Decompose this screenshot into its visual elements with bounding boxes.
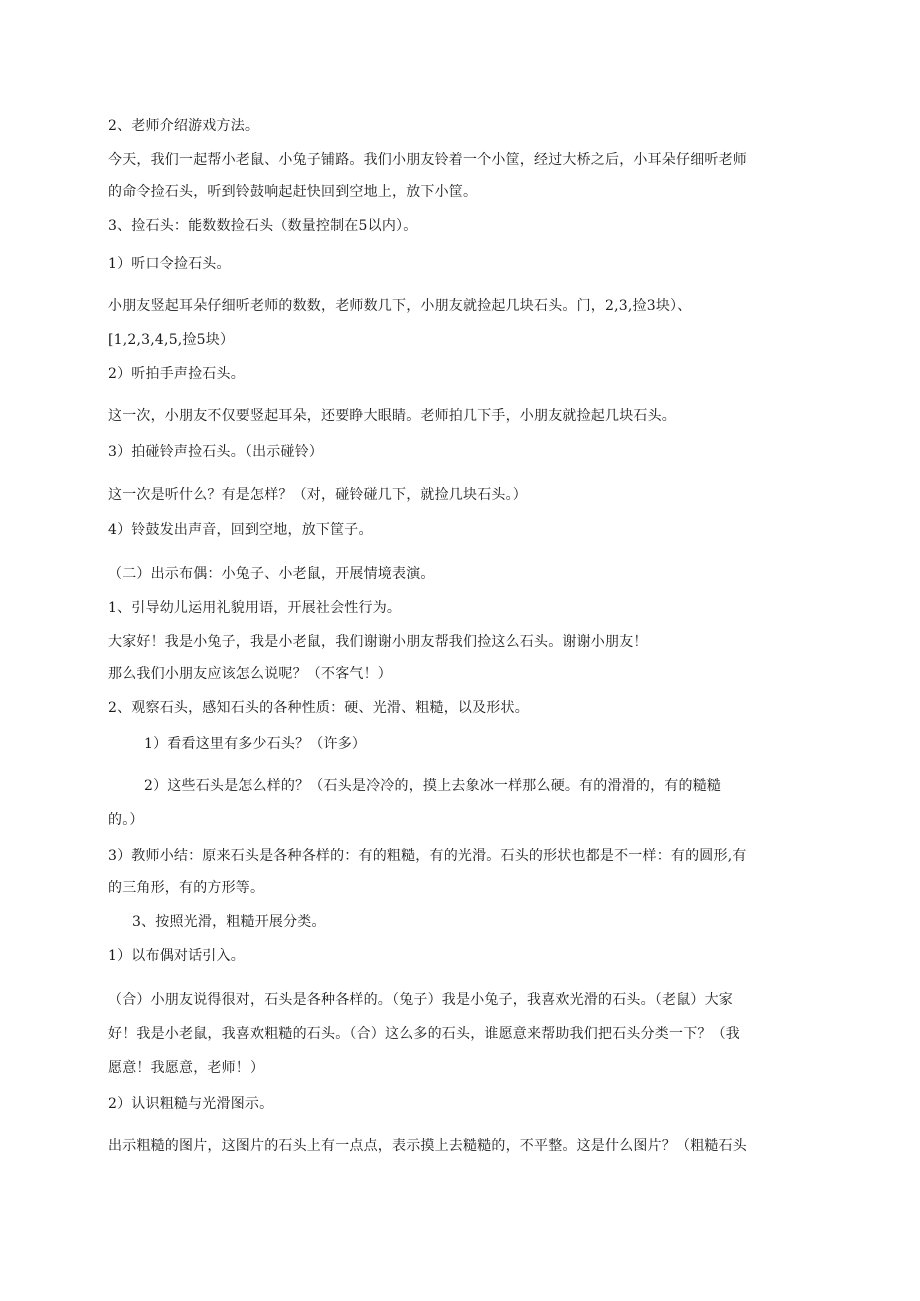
text-line: 3）教师小结：原来石头是各种各样的：有的粗糙，有的光滑。石头的形状也都是不一样：有的圆形,有 [108,848,747,864]
text-line: 小朋友竖起耳朵仔细听老师的数数，老师数几下，小朋友就捡起几块石头。门，2,3,捡3块）、 [108,298,692,314]
text-line: （二）出示布偶：小兔子、小老鼠，开展情境表演。 [108,566,435,582]
text-line: 的。） [108,812,144,828]
text-line: 2）听拍手声捡石头。 [108,366,245,382]
text-line: 这一次，小朋友不仅要竖起耳朵，还要睁大眼睛。老师拍几下手，小朋友就捡起几块石头。 [108,408,676,424]
text-line: （合）小朋友说得很对，石头是各种各样的。（兔子）我是小兔子，我喜欢光滑的石头。（老鼠）大家 [108,992,733,1008]
text-line: 好！我是小老鼠，我喜欢粗糙的石头。（合）这么多的石头，谁愿意来帮助我们把石头分类一下？（我 [108,1026,740,1042]
text-line: 出示粗糙的图片，这图片的石头上有一点点，表示摸上去糙糙的，不平整。这是什么图片？（粗糙石头 [108,1138,747,1154]
text-line: 3、捡石头：能数数捡石头（数量控制在5以内）。 [108,218,418,234]
text-line: 2）这些石头是怎么样的？（石头是冷冷的，摸上去象冰一样那么硬。有的滑滑的，有的糙糙 [144,778,722,794]
text-line: 2、观察石头，感知石头的各种性质：硬、光滑、粗糙，以及形状。 [108,700,529,716]
text-line: 3）拍碰铃声捡石头。（出示碰铃） [108,444,324,460]
text-line: 4）铃鼓发出声音，回到空地，放下筐子。 [108,522,373,538]
text-line: 2、老师介绍游戏方法。 [108,118,260,134]
text-line: 大家好！我是小兔子，我是小老鼠，我们谢谢小朋友帮我们捡这么石头。谢谢小朋友！ [108,634,648,650]
text-line: 1、引导幼儿运用礼貌用语，开展社会性行为。 [108,600,402,616]
text-line: 1）看看这里有多少石头？（许多） [144,736,367,752]
text-line: 的命令捡石头，听到铃鼓响起赶快回到空地上，放下小筐。 [108,184,478,200]
text-line: 那么我们小朋友应该怎么说呢？（不客气！） [108,666,392,682]
text-line: [1,2,3,4,5,捡5块） [108,332,235,348]
text-line: 1）以布偶对话引入。 [108,948,245,964]
text-line: 愿意！我愿意，老师！） [108,1060,265,1076]
text-line: 2）认识粗糙与光滑图示。 [108,1096,274,1112]
text-line: 3、按照光滑，粗糙开展分类。 [132,914,326,930]
text-line: 这一次是听什么？有是怎样？（对，碰铃碰几下，就捡几块石头。） [108,487,527,503]
text-line: 今天，我们一起帮小老鼠、小兔子铺路。我们小朋友铃着一个小筐，经过大桥之后，小耳朵仔细听老师 [108,152,747,168]
text-line: 1）听口令捡石头。 [108,256,231,272]
text-line: 的三角形，有的方形等。 [108,880,265,896]
